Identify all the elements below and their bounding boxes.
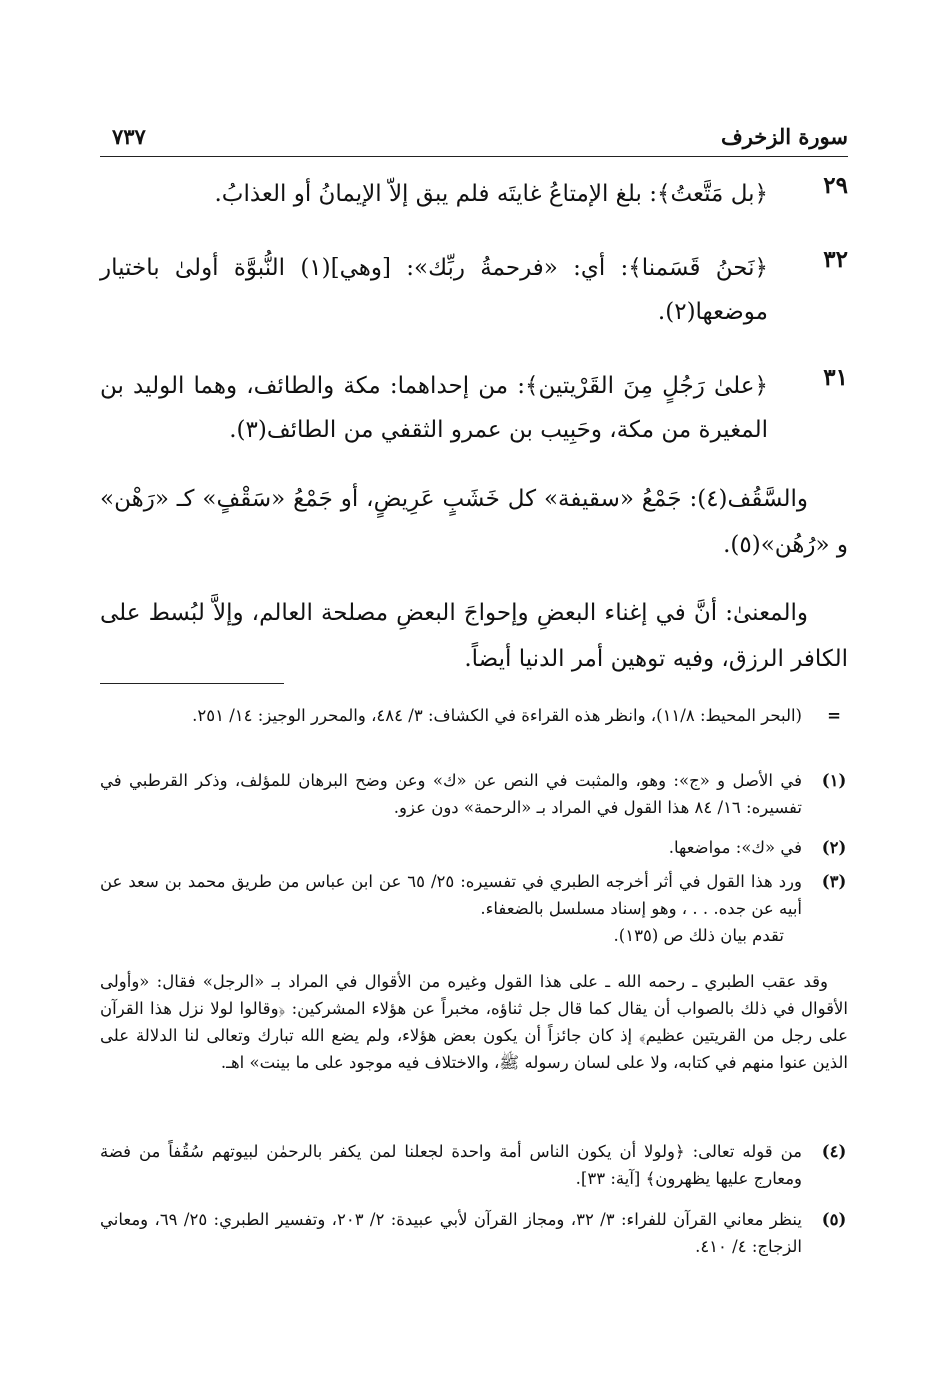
verse-entry bbox=[100, 172, 848, 216]
footnote bbox=[100, 868, 848, 949]
footnote-continuation bbox=[100, 968, 848, 1076]
page-header bbox=[100, 122, 848, 157]
footnote-mark: (٤) bbox=[821, 1142, 847, 1161]
footnote-mark: (١) bbox=[821, 771, 847, 790]
verse-commentary: ﴿نَحنُ قَسَمنا﴾: أي: «فرحمةُ ربِّك»: [وهي](١) النُّبوَّة أولىٰ باختيار موضعها(٢). bbox=[100, 255, 768, 325]
footnote bbox=[100, 834, 848, 861]
footnote-text: في الأصل و «ج»: وهو، والمثبت في النص عن «ك» وعن وضح البرهان للمؤلف، وذكر القرطبي في تفسيره: ١٦/ ٨٤ هذا القول في المراد بـ «الرحمة» دون عزو. bbox=[100, 771, 802, 817]
verse-entry bbox=[100, 246, 848, 336]
footnote bbox=[100, 1206, 848, 1260]
verse-number: ٣٢ bbox=[823, 246, 848, 273]
footnote bbox=[100, 1138, 848, 1192]
footnote-mark: = bbox=[827, 706, 841, 725]
footnote-mark: (٢) bbox=[821, 838, 847, 857]
footnote-text: وقد عقب الطبري ـ رحمه الله ـ على هذا القول وغيره من الأقوال في المراد بـ «الرجل» فقال: «وأولى الأقوال في ذلك بالصواب أن يقال كما قال جل ثناؤه، مخبراً عن هؤلاء المشركين: ﴿وقالوا لولا نزل هذا القرآن على رجل من القريتين عظيم﴾ إذ كان جائزاً أن يكون بعض هؤلاء، ولم يضع الله تبارك وتعالى لنا الدلالة على الذين عنوا منهم في كتابه، ولا على لسان رسوله ﷺ، والاختلاف فيه موجود على ما بينت» اهـ. bbox=[100, 972, 848, 1072]
commentary-paragraph: والمعنىٰ: أنَّ في إغناء البعضِ وإحواجَ البعضِ مصلحة العالم، وإلاَّ لبُسط على الكافر الرزق، وفيه توهين أمر الدنيا أيضاً. bbox=[100, 600, 848, 672]
verse-commentary: ﴿علىٰ رَجُلٍ مِنَ القَرْيتين﴾: من إحداهما: مكة والطائف، وهما الوليد بن المغيرة من مكة، وحَبِيب بن عمرو الثقفي من الطائف(٣). bbox=[100, 373, 768, 443]
footnote-text: ينظر معاني القرآن للفراء: ٣/ ٣٢، ومجاز القرآن لأبي عبيدة: ٢/ ٢٠٣، وتفسير الطبري: ٢٥/ ٦٩، ومعاني الزجاج: ٤/ ٤١٠. bbox=[100, 1210, 802, 1256]
footnote bbox=[100, 702, 848, 729]
verse-number: ٢٩ bbox=[823, 172, 848, 199]
footnote-text: تقدم بيان ذلك ص (١٣٥). bbox=[613, 926, 784, 945]
footnote-text: (البحر المحيط: ١١/٨)، وانظر هذه القراءة في الكشاف: ٣/ ٤٨٤، والمحرر الوجيز: ١٤/ ٢٥١. bbox=[192, 706, 802, 725]
footnote-text: من قوله تعالى: ﴿ولولا أن يكون الناس أمة واحدة لجعلنا لمن يكفر بالرحمٰن لبيوتهم سُقُفاً من فضة ومعارج عليها يظهرون﴾ [آية: ٣٣]. bbox=[100, 1142, 802, 1188]
footnote-separator bbox=[100, 683, 284, 684]
verse-number: ٣١ bbox=[823, 364, 848, 391]
surah-title: سورة الزخرف bbox=[720, 124, 848, 149]
footnote-mark: (٣) bbox=[821, 872, 847, 891]
commentary-paragraph: والسَّقُف(٤): جَمْعُ «سقيفة» كل خَشَبٍ عَرِيضٍ، أو جَمْعُ «سَقْفٍ» كـ «رَهْن» و «رُهُن»(٥). bbox=[100, 486, 848, 558]
footnote-mark: (٥) bbox=[821, 1210, 847, 1229]
footnote-text: ورد هذا القول في أثر أخرجه الطبري في تفسيره: ٢٥/ ٦٥ عن ابن عباس من طريق محمد بن سعد عن أبيه عن جده. . . ، وهو إسناد مسلسل بالضعفاء. bbox=[100, 872, 802, 918]
verse-commentary: ﴿بل مَتَّعتُ﴾: بلغ الإمتاعُ غايتَه فلم يبق إلاّ الإيمانُ أو العذابُ. bbox=[214, 181, 768, 207]
page-number: ٧٣٧ bbox=[112, 124, 146, 149]
verse-entry bbox=[100, 364, 848, 454]
footnote bbox=[100, 767, 848, 821]
footnote-text: في «ك»: مواضعها. bbox=[668, 838, 802, 857]
